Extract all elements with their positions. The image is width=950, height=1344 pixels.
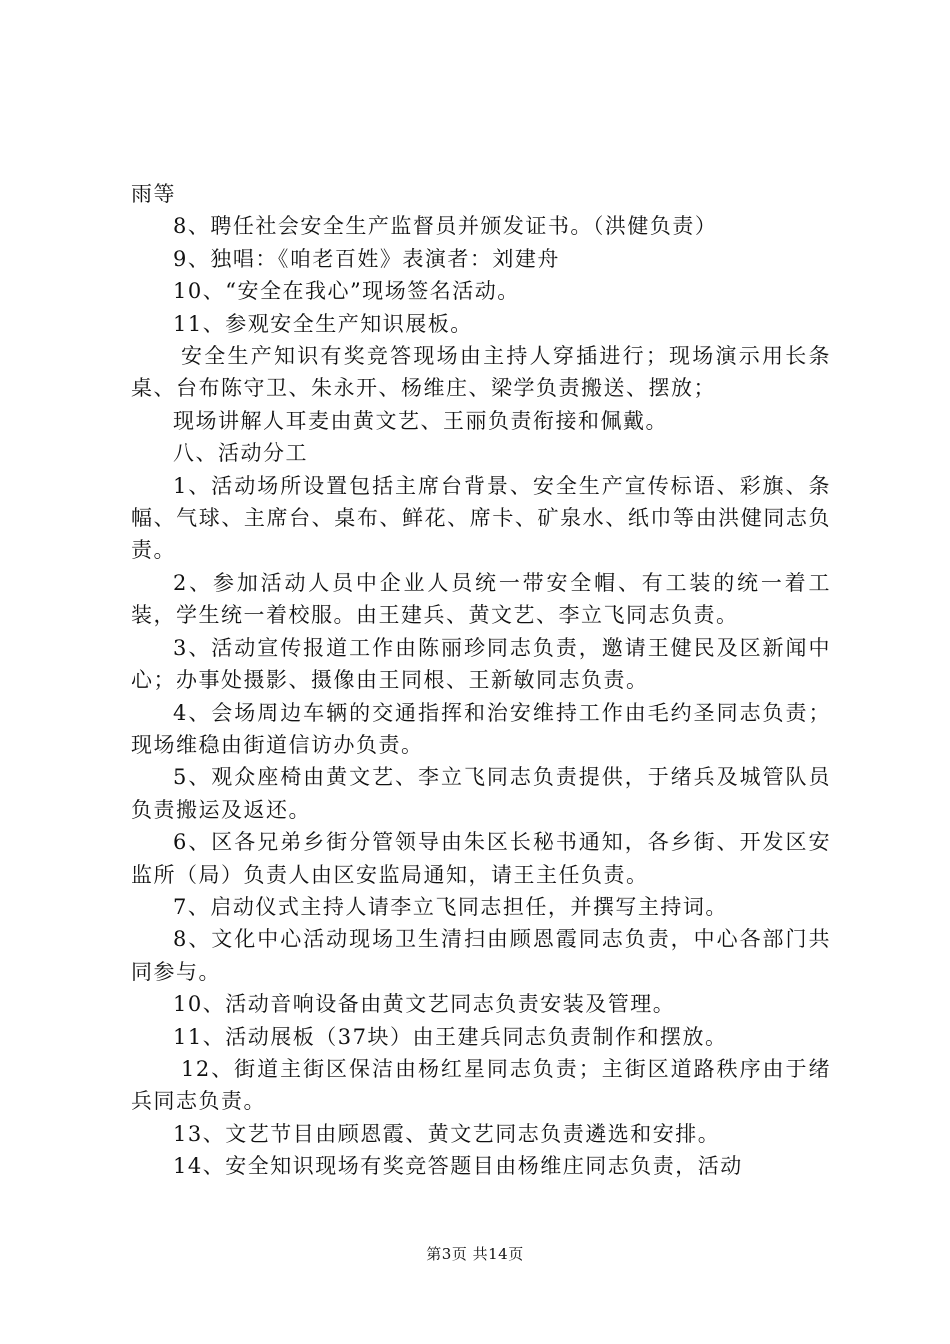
agenda-item-9: 9、独唱：《咱老百姓》表演者：刘建舟	[173, 246, 560, 271]
division-item-10: 10、活动音响设备由黄文艺同志负责安装及管理。	[173, 992, 676, 1017]
agenda-item-10: 10、“安全在我心”现场签名活动。	[173, 279, 520, 304]
division-item-4: 4、会场周边车辆的交通指挥和治安维持工作由毛约圣同志负责；现场维稳由街道信访办负责。	[131, 700, 831, 757]
division-item-11: 11、活动展板（37块）由王建兵同志负责制作和摆放。	[173, 1024, 728, 1049]
division-item-7: 7、启动仪式主持人请李立飞同志担任，并撰写主持词。	[173, 894, 728, 919]
document-body	[131, 178, 831, 1183]
division-item-8: 8、文化中心活动现场卫生清扫由顾恩霞同志负责，中心各部门共同参与。	[131, 927, 831, 984]
division-item-1: 1、活动场所设置包括主席台背景、安全生产宣传标语、彩旗、条幅、气球、主席台、桌布、鲜花、席卡、矿泉水、纸巾等由洪健同志负责。	[131, 473, 831, 563]
agenda-item-11: 11、参观安全生产知识展板。	[173, 311, 473, 336]
agenda-item-8: 8、聘任社会安全生产监督员并颁发证书。（洪健负责）	[173, 214, 718, 239]
division-item-2: 2、参加活动人员中企业人员统一带安全帽、有工装的统一着工装，学生统一着校服。由王建兵、黄文艺、李立飞同志负责。	[131, 570, 831, 628]
page-number-footer: 第3页 共14页	[426, 1245, 524, 1263]
division-item-5: 5、观众座椅由黄文艺、李立飞同志负责提供，于绪兵及城管队员负责搬运及返还。	[131, 765, 831, 822]
division-item-6: 6、区各兄弟乡街分管领导由朱区长秘书通知，各乡街、开发区安监所（局）负责人由区安监局通知，请王主任负责。	[131, 830, 831, 887]
section-heading-division-of-work: 八、活动分工	[173, 441, 308, 466]
division-item-14: 14、安全知识现场有奖竞答题目由杨维庄同志负责，活动	[173, 1154, 743, 1179]
division-item-12: 12、街道主街区保洁由杨红星同志负责；主街区道路秩序由于绪兵同志负责。	[131, 1056, 831, 1114]
division-item-3: 3、活动宣传报道工作由陈丽珍同志负责，邀请王健民及区新闻中心；办事处摄影、摄像由王同根、王新敏同志负责。	[131, 635, 831, 693]
paragraph-continuation: 雨等	[131, 182, 176, 206]
quiz-arrangement-paragraph: 安全生产知识有奖竞答现场由主持人穿插进行；现场演示用长条桌、台布陈守卫、朱永开、杨维庄、梁学负责搬送、摆放；	[131, 344, 831, 401]
headset-arrangement-paragraph: 现场讲解人耳麦由黄文艺、王丽负责衔接和佩戴。	[173, 408, 668, 433]
division-item-13: 13、文艺节目由顾恩霞、黄文艺同志负责遴选和安排。	[173, 1121, 721, 1146]
